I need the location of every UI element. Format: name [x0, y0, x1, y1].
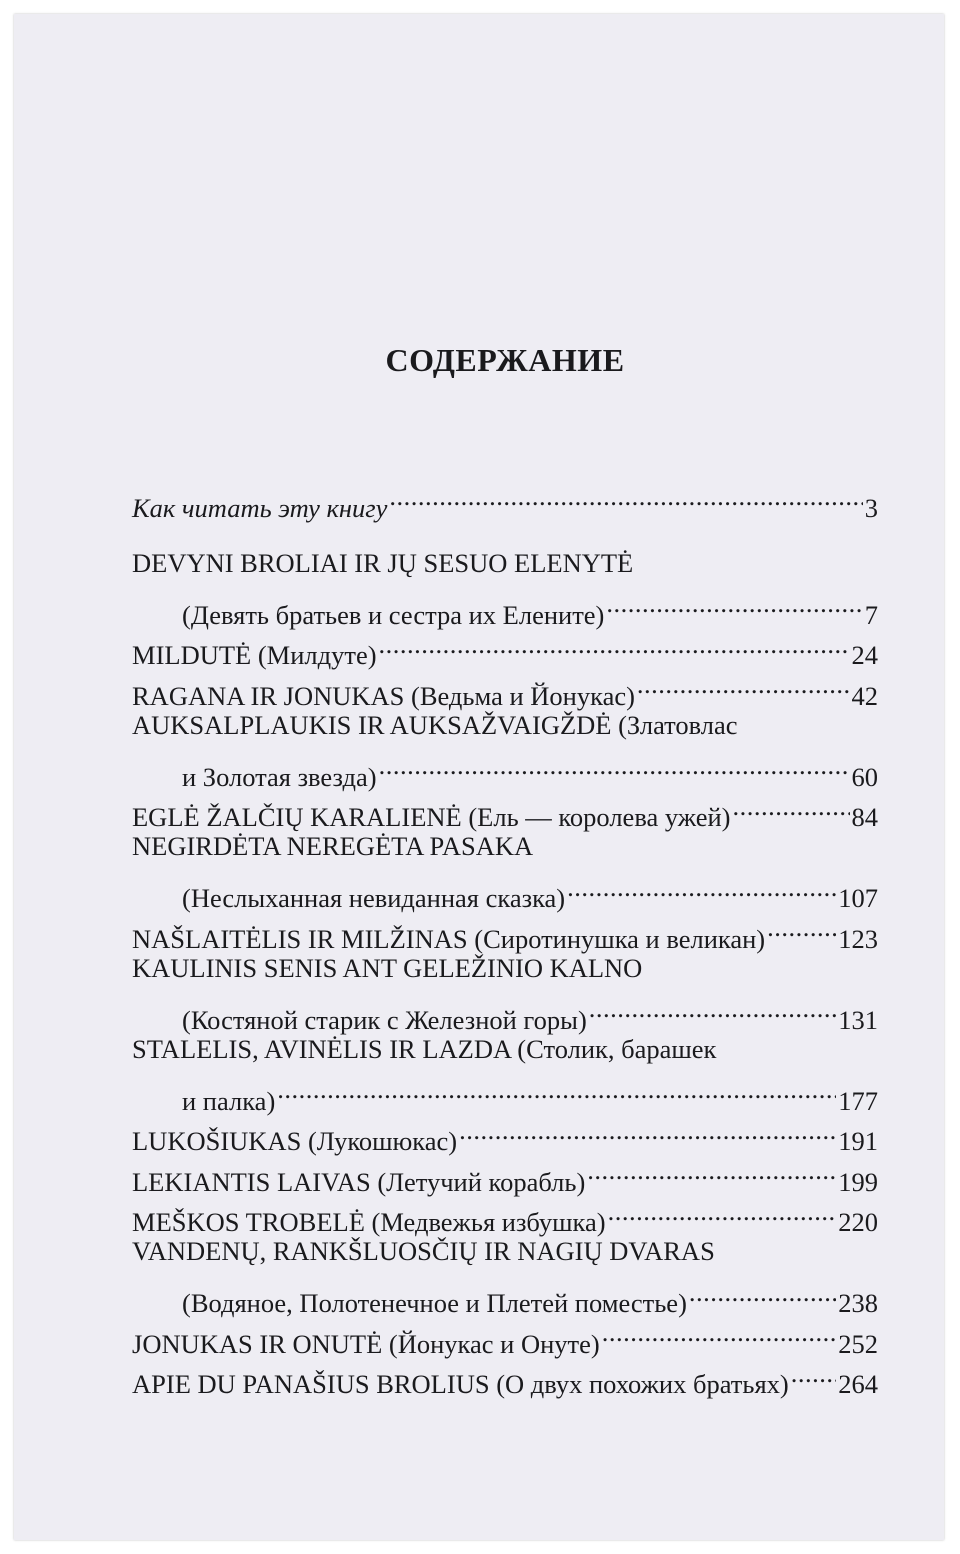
toc-entry-title: MEŠKOS TROBELĖ (Медвежья избушка)	[132, 1207, 606, 1237]
toc-entry-page-number: 220	[838, 1207, 878, 1237]
toc-entry-title: и Золотая звезда)	[182, 761, 377, 792]
toc-entry-page-number: 42	[851, 680, 878, 711]
toc-entry-title: (Неслыханная невиданная сказка)	[182, 883, 566, 913]
toc-entry-title: LUKOŠIUKAS (Лукошюкас)	[132, 1126, 458, 1156]
dot-leader	[602, 1312, 837, 1353]
toc-entry	[132, 826, 878, 867]
toc-entry	[132, 476, 878, 523]
toc-entry	[132, 543, 878, 584]
toc-entry-title: EGLĖ ŽALČIŲ KARALIENĖ (Ель — королева ужей)	[132, 802, 731, 832]
toc-entry	[132, 1231, 878, 1272]
dot-leader	[459, 1110, 836, 1151]
toc-entry-title: (Девять братьев и сестра их Елените)	[182, 599, 605, 630]
toc-entry-page-number: 107	[838, 883, 878, 913]
dot-leader	[791, 1353, 837, 1394]
dot-leader	[606, 583, 862, 624]
toc-entry-title: NEGIRDĖTA NEREGĖTA PASAKA	[132, 831, 534, 861]
toc-entry-page-number: 60	[851, 761, 878, 792]
toc-entry-title: (Водяное, Полотенечное и Плетей поместье)	[182, 1288, 687, 1318]
dot-leader	[608, 1191, 837, 1232]
dot-leader	[379, 624, 850, 665]
toc-entry	[132, 948, 878, 989]
toc-entry	[132, 1272, 878, 1318]
toc-entry-page-number: 238	[838, 1288, 878, 1318]
toc-entry	[132, 988, 878, 1035]
dot-leader	[589, 988, 836, 1029]
dot-leader	[689, 1272, 836, 1313]
toc-entry-page-number: 199	[838, 1166, 878, 1197]
toc-entry-page-number: 24	[851, 640, 878, 670]
toc-entry-title: VANDENŲ, RANKŠLUOSČIŲ IR NAGIŲ DVARAS	[132, 1236, 715, 1266]
toc-entry-title: DEVYNI BROLIAI IR JŲ SESUO ELENYTĖ	[132, 547, 634, 578]
dot-leader	[567, 867, 836, 908]
toc-entry-title: NAŠLAITĖLIS IR MILŽINAS (Сиротинушка и великан)	[132, 923, 766, 954]
toc-entry-title: RAGANA IR JONUKAS (Ведьма и Йонукас)	[132, 680, 635, 711]
toc-entry	[132, 745, 878, 792]
toc-entry-page-number: 3	[864, 492, 878, 523]
toc-entry-title: STALELIS, AVINĖLIS IR LAZDA (Столик, барашек	[132, 1033, 717, 1064]
toc-entry-title: Как читать эту книгу	[132, 492, 388, 523]
toc-entry	[132, 1069, 878, 1116]
toc-entry-page-number: 264	[838, 1369, 878, 1399]
toc-entry-title: JONUKAS IR ONUTĖ (Йонукас и Онуте)	[132, 1328, 600, 1359]
book-page	[14, 14, 944, 1540]
toc-entry-page-number: 177	[838, 1085, 878, 1116]
toc-entry	[132, 867, 878, 913]
toc-entry-title: LEKIANTIS LAIVAS (Летучий корабль)	[132, 1166, 586, 1197]
toc-entry-page-number: 191	[838, 1126, 878, 1156]
toc-entry	[132, 1029, 878, 1070]
dot-leader	[379, 745, 850, 786]
toc-entry	[132, 583, 878, 630]
toc-entry-title: и палка)	[182, 1085, 276, 1116]
toc-entry-title: APIE DU PANAŠIUS BROLIUS (О двух похожих братьях)	[132, 1369, 789, 1399]
toc-entry	[132, 705, 878, 746]
toc-entry-title: MILDUTĖ (Милдуте)	[132, 640, 377, 670]
toc-title: СОДЕРЖАНИЕ	[385, 342, 625, 378]
toc-entry-title: (Костяной старик с Железной горы)	[182, 1004, 587, 1035]
dot-leader	[767, 907, 836, 948]
dot-leader	[733, 786, 850, 827]
dot-leader	[637, 664, 850, 705]
dot-leader	[587, 1150, 836, 1191]
toc-entry-title: KAULINIS SENIS ANT GELEŽINIO KALNO	[132, 952, 643, 983]
toc-entries	[132, 476, 878, 1399]
toc-entry-page-number: 123	[838, 923, 878, 954]
toc-entry-page-number: 131	[838, 1004, 878, 1035]
toc-entry-page-number: 84	[851, 802, 878, 832]
dot-leader	[277, 1069, 836, 1110]
dot-leader	[389, 476, 862, 517]
toc-entry-page-number: 7	[864, 599, 878, 630]
toc-entry-title: AUKSALPLAUKIS IR AUKSAŽVAIGŽDĖ (Златовлас	[132, 709, 738, 740]
toc-entry-page-number: 252	[838, 1328, 878, 1359]
